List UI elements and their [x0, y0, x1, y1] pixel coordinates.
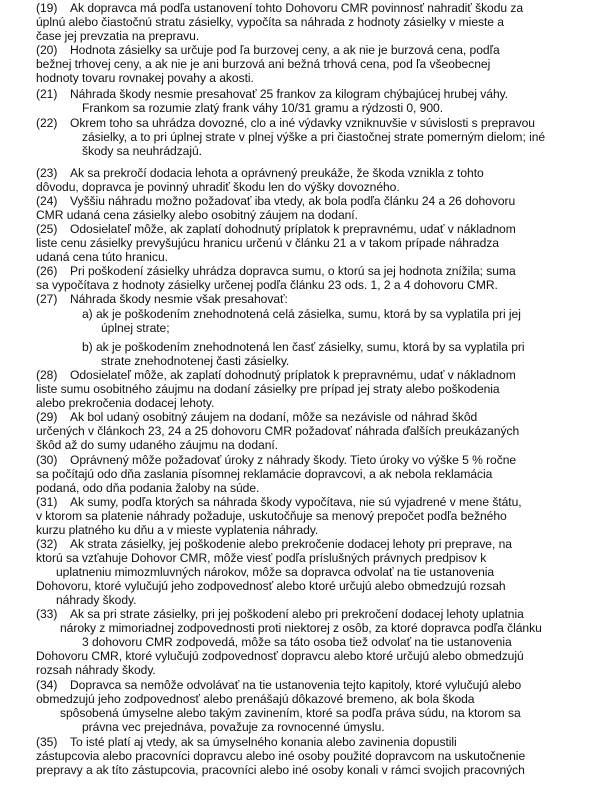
paragraph-text: Ak sa prekročí dodacia lehota a oprávnený preukáže, že škoda vznikla z tohto — [70, 166, 484, 180]
paragraph-text: Ak sumy, podľa ktorých sa náhrada škody vypočítava, nie sú vyjadrené v mene štátu, — [70, 495, 522, 509]
paragraph-text: liste cenu zásielky prevyšujúcu hranicu určenú v článku 21 a v takom prípade náhradza — [36, 236, 499, 251]
paragraph-text: prepravy a ak títo zástupcovia, pracovníci alebo iné osoby konali v rámci svojich pracovných — [36, 763, 525, 778]
paragraph-text: uplatneniu mimozmluvných nárokov, môže sa dopravca odvolať na tie ustanovenia — [56, 565, 495, 580]
paragraph-text: čase jej prevzatia na prepravu. — [36, 29, 200, 44]
paragraph-30 — [36, 453, 566, 495]
paragraph-text: v ktorom sa platenie náhrady požaduje, uskutočňuje sa menový prepočet podľa bežného — [36, 509, 507, 524]
list-item-text: b) ak je poškodením znehodnotená len časť zásielky, sumu, ktorá by sa vyplatila pri — [82, 340, 525, 354]
paragraph-text: náhrady škody. — [56, 593, 137, 608]
paragraph-text: liste sumu osobitného záujmu na dodaní zásielky pre prípad jej straty alebo poškodenia — [36, 382, 500, 397]
paragraph-text: To isté platí aj vtedy, ak sa úmyselného konania alebo zavinenia dopustili — [70, 735, 457, 749]
paragraph-text: alebo prekročenia dodacej lehoty. — [36, 396, 215, 411]
list-item-text: a) ak je poškodením znehodnotená celá zásielka, sumu, ktorá by sa vyplatila pri jej — [82, 307, 521, 321]
paragraph-number: (35) — [36, 735, 58, 749]
paragraph-27 — [36, 292, 566, 306]
paragraph-text: úplnú alebo čiastočnú stratu zásielky, vypočíta sa náhrada z hodnoty zásielky v mieste a — [36, 15, 504, 30]
paragraph-32 — [36, 537, 566, 607]
paragraph-text: zásielky, a to pri úplnej strate v plnej výške a pri čiastočnej strate pomerným dielom; iné — [82, 130, 546, 145]
paragraph-number: (25) — [36, 222, 58, 236]
paragraph-33 — [36, 607, 566, 677]
paragraph-number: (32) — [36, 537, 58, 551]
paragraph-35 — [36, 735, 566, 777]
paragraph-text: 3 dohovoru CMR zodpovedá, môže sa táto osoba tiež odvolať na tie ustanovenia — [82, 635, 512, 650]
paragraph-21 — [36, 87, 566, 115]
paragraph-text: spôsobená úmyselne alebo takým zavinením, ktoré sa podľa práva súdu, na ktorom sa — [60, 706, 521, 721]
paragraph-text: bežnej trhovej ceny, a ak nie je ani burzová ani bežná trhová cena, pod ľa všeobecnej — [36, 57, 491, 72]
list-item-text: úplnej strate; — [101, 321, 170, 336]
paragraph-text: hodnoty tovaru rovnakej povahy a akosti. — [36, 71, 254, 86]
paragraph-26 — [36, 264, 566, 292]
paragraph-text: Dohovoru CMR, ktoré vylučujú zodpovednosť dopravcu alebo ktoré určujú alebo obmedzujú — [36, 649, 524, 664]
paragraph-text: Dohovoru, ktoré vylučujú jeho zodpovednosť alebo ktoré určujú alebo obmedzujú rozsah — [36, 579, 506, 594]
list-item-b — [82, 340, 562, 368]
paragraph-text: CMR udaná cena zásielky alebo osobitný záujem na dodaní. — [36, 208, 358, 223]
paragraph-text: ktorú sa vzťahuje Dohovor CMR, môže viesť podľa príslušných právnych predpisov k — [36, 551, 487, 566]
paragraph-text: Vyššiu náhradu možno požadovať iba vtedy, ak bola podľa článku 24 a 26 dohovoru — [70, 194, 516, 208]
paragraph-number: (20) — [36, 43, 58, 57]
paragraph-23 — [36, 166, 566, 194]
paragraph-text: Náhrada škody nesmie však presahovať: — [70, 292, 288, 306]
paragraph-number: (28) — [36, 368, 58, 382]
paragraph-24 — [36, 194, 566, 222]
paragraph-text: Oprávnený môže požadovať úroky z náhrady škody. Tieto úroky vo výške 5 % ročne — [70, 453, 517, 467]
paragraph-text: zástupcovia alebo pracovníci dopravcu alebo iné osoby použité dopravcom na uskutočnenie — [36, 749, 526, 764]
paragraph-28 — [36, 368, 566, 410]
paragraph-text: Ak dopravca má podľa ustanovení tohto Dohovoru CMR povinnosť nahradiť škodu za — [70, 1, 524, 15]
paragraph-text: udaná cena túto hranicu. — [36, 250, 168, 265]
paragraph-number: (19) — [36, 1, 58, 15]
paragraph-text: dôvodu, dopravca je povinný uhradiť škodu len do výšky dovozného. — [36, 180, 400, 195]
paragraph-20 — [36, 43, 566, 85]
paragraph-29 — [36, 410, 566, 452]
paragraph-text: škody sa neuhrádzajú. — [82, 144, 202, 159]
paragraph-number: (33) — [36, 607, 58, 621]
list-item-text: strate znehodnotenej časti zásielky. — [101, 354, 290, 369]
paragraph-number: (31) — [36, 495, 58, 509]
list-item-a — [82, 307, 562, 335]
paragraph-31 — [36, 495, 566, 537]
paragraph-number: (27) — [36, 292, 58, 306]
paragraph-19 — [36, 1, 566, 43]
paragraph-text: Frankom sa rozumie zlatý frank váhy 10/31 gramu a rýdzosti 0, 900. — [82, 101, 444, 116]
paragraph-text: Dopravca sa nemôže odvolávať na tie ustanovenia tejto kapitoly, ktoré vylučujú alebo — [70, 678, 522, 692]
paragraph-text: Ak bol udaný osobitný záujem na dodaní, môže sa nezávisle od náhrad škôd — [70, 410, 478, 424]
paragraph-text: Náhrada škody nesmie presahovať 25 frankov za kilogram chýbajúcej hrubej váhy. — [70, 87, 509, 101]
paragraph-text: rozsah náhrady škody. — [36, 663, 156, 678]
paragraph-34 — [36, 678, 566, 734]
paragraph-number: (23) — [36, 166, 58, 180]
paragraph-text: sa počítajú odo dňa zaslania písomnej reklamácie dopravcovi, a ak nebola reklamácia — [36, 467, 493, 482]
paragraph-text: Ak sa pri strate zásielky, pri jej poškodení alebo pri prekročení dodacej lehoty uplatnia — [70, 607, 524, 621]
paragraph-number: (26) — [36, 264, 58, 278]
paragraph-text: Odosielateľ môže, ak zaplatí dohodnutý príplatok k prepravnému, udať v nákladnom — [70, 368, 516, 382]
paragraph-number: (21) — [36, 87, 58, 101]
paragraph-number: (29) — [36, 410, 58, 424]
paragraph-number: (22) — [36, 116, 58, 130]
paragraph-22 — [36, 116, 566, 158]
paragraph-text: sa vypočítava z hodnoty zásielky určenej podľa článku 23 ods. 1, 2 a 4 dohovoru CMR. — [36, 278, 498, 293]
paragraph-number: (30) — [36, 453, 58, 467]
paragraph-text: právna vec prejednáva, považuje za rovnocenné úmyslu. — [82, 720, 385, 735]
paragraph-text: podaná, odo dňa podania žaloby na súde. — [36, 481, 260, 496]
paragraph-text: Okrem toho sa uhrádza dovozné, clo a iné výdavky vzniknuvšie v súvislosti s prepravou — [70, 116, 535, 130]
paragraph-25 — [36, 222, 566, 264]
paragraph-number: (24) — [36, 194, 58, 208]
paragraph-number: (34) — [36, 678, 58, 692]
paragraph-text: kurzu platného ku dňu a v mieste vyplatenia náhrady. — [36, 523, 319, 538]
paragraph-text: Ak strata zásielky, jej poškodenie alebo prekročenie dodacej lehoty pri preprave, na — [70, 537, 512, 551]
paragraph-text: škôd až do sumy udaného záujmu na dodaní. — [36, 438, 279, 453]
paragraph-text: Pri poškodení zásielky uhrádza dopravca sumu, o ktorú sa jej hodnota znížila; suma — [70, 264, 516, 278]
paragraph-text: Odosielateľ môže, ak zaplatí dohodnutý príplatok k prepravnému, udať v nákladnom — [70, 222, 516, 236]
paragraph-text: určených v článkoch 23, 24 a 25 dohovoru CMR požadovať náhrada ďalších preukázaných — [36, 424, 520, 439]
paragraph-text: Hodnota zásielky sa určuje pod ľa burzovej ceny, a ak nie je burzová cena, podľa — [70, 43, 500, 57]
paragraph-text: nároky z mimoriadnej zodpovednosti proti niektorej z osôb, za ktoré dopravca podľa článku — [60, 621, 542, 636]
paragraph-text: obmedzujú jeho zodpovednosť alebo prenášajú dôkazové bremeno, ak bola škoda — [36, 692, 475, 707]
